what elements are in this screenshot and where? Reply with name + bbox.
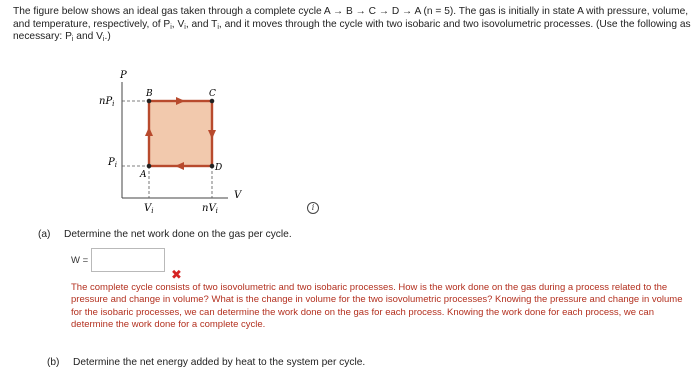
part-a-question (38, 229, 292, 240)
problem-statement: The figure below shows an ideal gas taken through a complete cycle A → B → C → D → A (n = 5). The gas is initially in state A with pressure, volume, and temperature, respectively, of $P_i$, $V_i$, and $T_i$, and it moves through the cycle with two isobaric and two isovolumetric processes. (Use the following as necessary: $P_i$ and $V_i$.) (13, 6, 691, 44)
vi-label: $V_i$ (144, 203, 154, 215)
npi-label: $nP_i$ (99, 96, 115, 108)
nvi-label: $nV_i$ (202, 203, 218, 215)
part-a-tag: (a) (38, 229, 51, 240)
point-b-dot (147, 99, 152, 104)
point-c-label: C (209, 89, 216, 99)
point-d-dot (210, 164, 215, 169)
pi-label: $P_i$ (108, 157, 117, 169)
cycle-rectangle (149, 101, 212, 166)
info-icon[interactable]: i (307, 202, 319, 214)
point-c-dot (210, 99, 215, 104)
point-d-label: D (215, 163, 223, 173)
x-mark-icon: ✖ (171, 267, 182, 282)
work-answer-input[interactable] (91, 248, 165, 272)
point-a-label: A (140, 170, 147, 180)
work-answer-row (71, 248, 165, 272)
p-axis-label: P (120, 70, 127, 81)
feedback-text: The complete cycle consists of two isovolumetric and two isobaric processes. How is the work done on the gas during a process related to the pressure and change in volume? What is the change in volume for the two isovolumetric processes? Knowing the pressure and change in volume for the isobaric processes, we can determine the work done on the gas for each process. Knowing the work done for each process, we can determine the work done for a complete cycle. (71, 282, 683, 330)
point-b-label: B (146, 89, 153, 99)
v-axis-label: V (234, 190, 242, 201)
pv-cycle-diagram (88, 64, 263, 216)
part-a-text: Determine the net work done on the gas per cycle. (64, 229, 292, 240)
part-b-tag: (b) (47, 357, 60, 368)
part-b-text: Determine the net energy added by heat to the system per cycle. (73, 357, 366, 368)
part-b-question (47, 357, 365, 368)
work-label: W = (71, 254, 89, 266)
point-a-dot (147, 164, 152, 169)
